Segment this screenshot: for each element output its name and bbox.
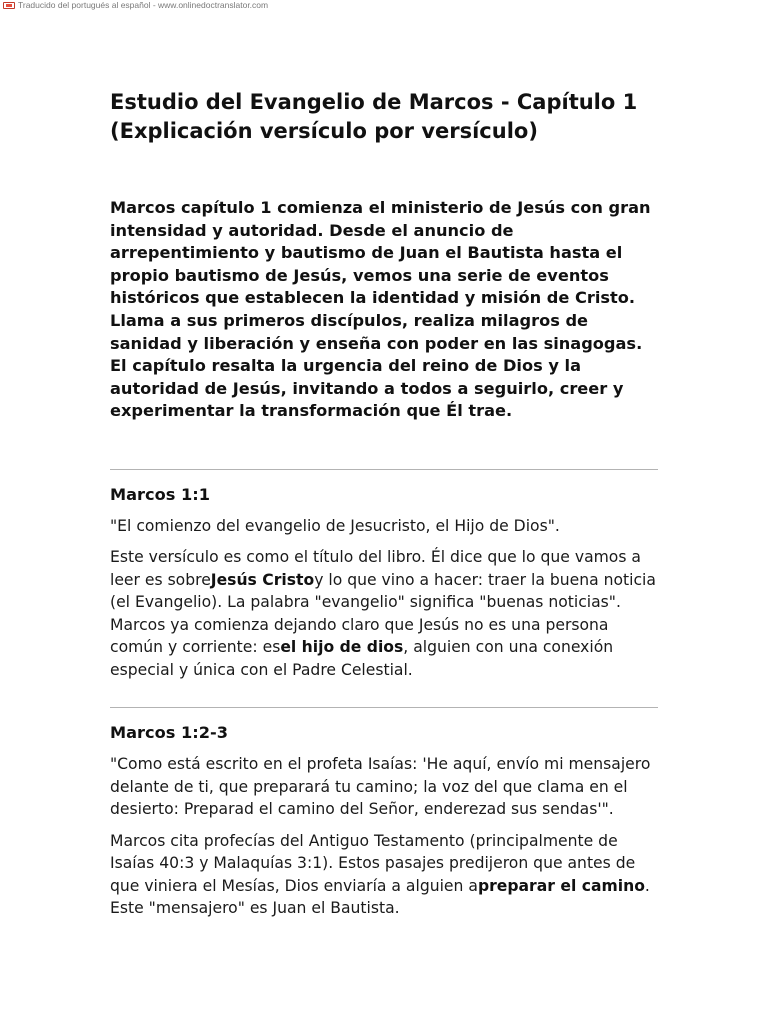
translator-banner[interactable] [3,0,268,10]
explanation-paragraph [110,546,658,681]
explanation-text: . Este "mensajero" es Juan el Bautista. [110,876,650,918]
emphasis-text: el hijo de dios [280,638,404,657]
title-line-1: Estudio del Evangelio de Marcos - Capítulo 1 [110,90,638,114]
explanation-paragraph [110,830,658,920]
verse-quote: "El comienzo del evangelio de Jesucristo, el Hijo de Dios". [110,516,560,535]
section-marcos-1-2-3 [110,722,658,920]
explanation-text: Marcos cita profecías del Antiguo Testamento (principalmente de Isaías 40:3 y Malaquías 3:1). Estos pasajes predijeron que antes de que viniera el Mesías, Dios enviaría a alguien a [110,831,636,895]
emphasis-text: Jesús Cristo [210,570,315,589]
title-line-2: (Explicación versículo por versículo) [110,119,538,143]
explanation-text: Este versículo es como el título del libro. Él dice que lo que vamos a leer es sobre [110,548,641,589]
intro-paragraph: Marcos capítulo 1 comienza el ministerio de Jesús con gran intensidad y autoridad. Desde el anuncio de arrepentimiento y bautismo de Juan el Bautista hasta el propio bautismo de Jesús, vemos una serie de eventos históricos que establecen la identidad y misión de Cristo. Llama a sus primeros discípulos, realiza milagros de sanidad y liberación y enseña con poder en las sinagogas. El capítulo resalta la urgencia del reino de Dios y la autoridad de Jesús, invitando a todos a seguirlo, creer y experimentar la transformación que Él trae. [110,198,651,421]
section-divider [110,707,658,708]
translator-banner-text[interactable]: Traducido del portugués al español - www.onlinedoctranslator.com [18,0,269,10]
pdf-translator-logo-icon [3,2,15,9]
verse-quote: "Como está escrito en el profeta Isaías: 'He aquí, envío mi mensajero delante de ti, que preparará tu camino; la voz del que clama en el desierto: Preparad el camino del Señor, enderezad sus sendas'". [110,755,651,819]
document-title [110,88,658,146]
document-page [110,88,658,920]
section-marcos-1-1 [110,484,658,682]
section-divider [110,469,658,470]
explanation-text: y lo que vino a hacer: traer la buena noticia (el Evangelio). La palabra "evangelio" significa "buenas noticias". Marcos ya comienza dejando claro que Jesús no es una persona común y corriente: es [110,570,656,657]
explanation-text: , alguien con una conexión especial y única con el Padre Celestial. [110,638,614,679]
section-heading: Marcos 1:1 [110,484,211,504]
emphasis-text: preparar el camino [477,876,645,895]
section-heading: Marcos 1:2-3 [110,723,228,743]
